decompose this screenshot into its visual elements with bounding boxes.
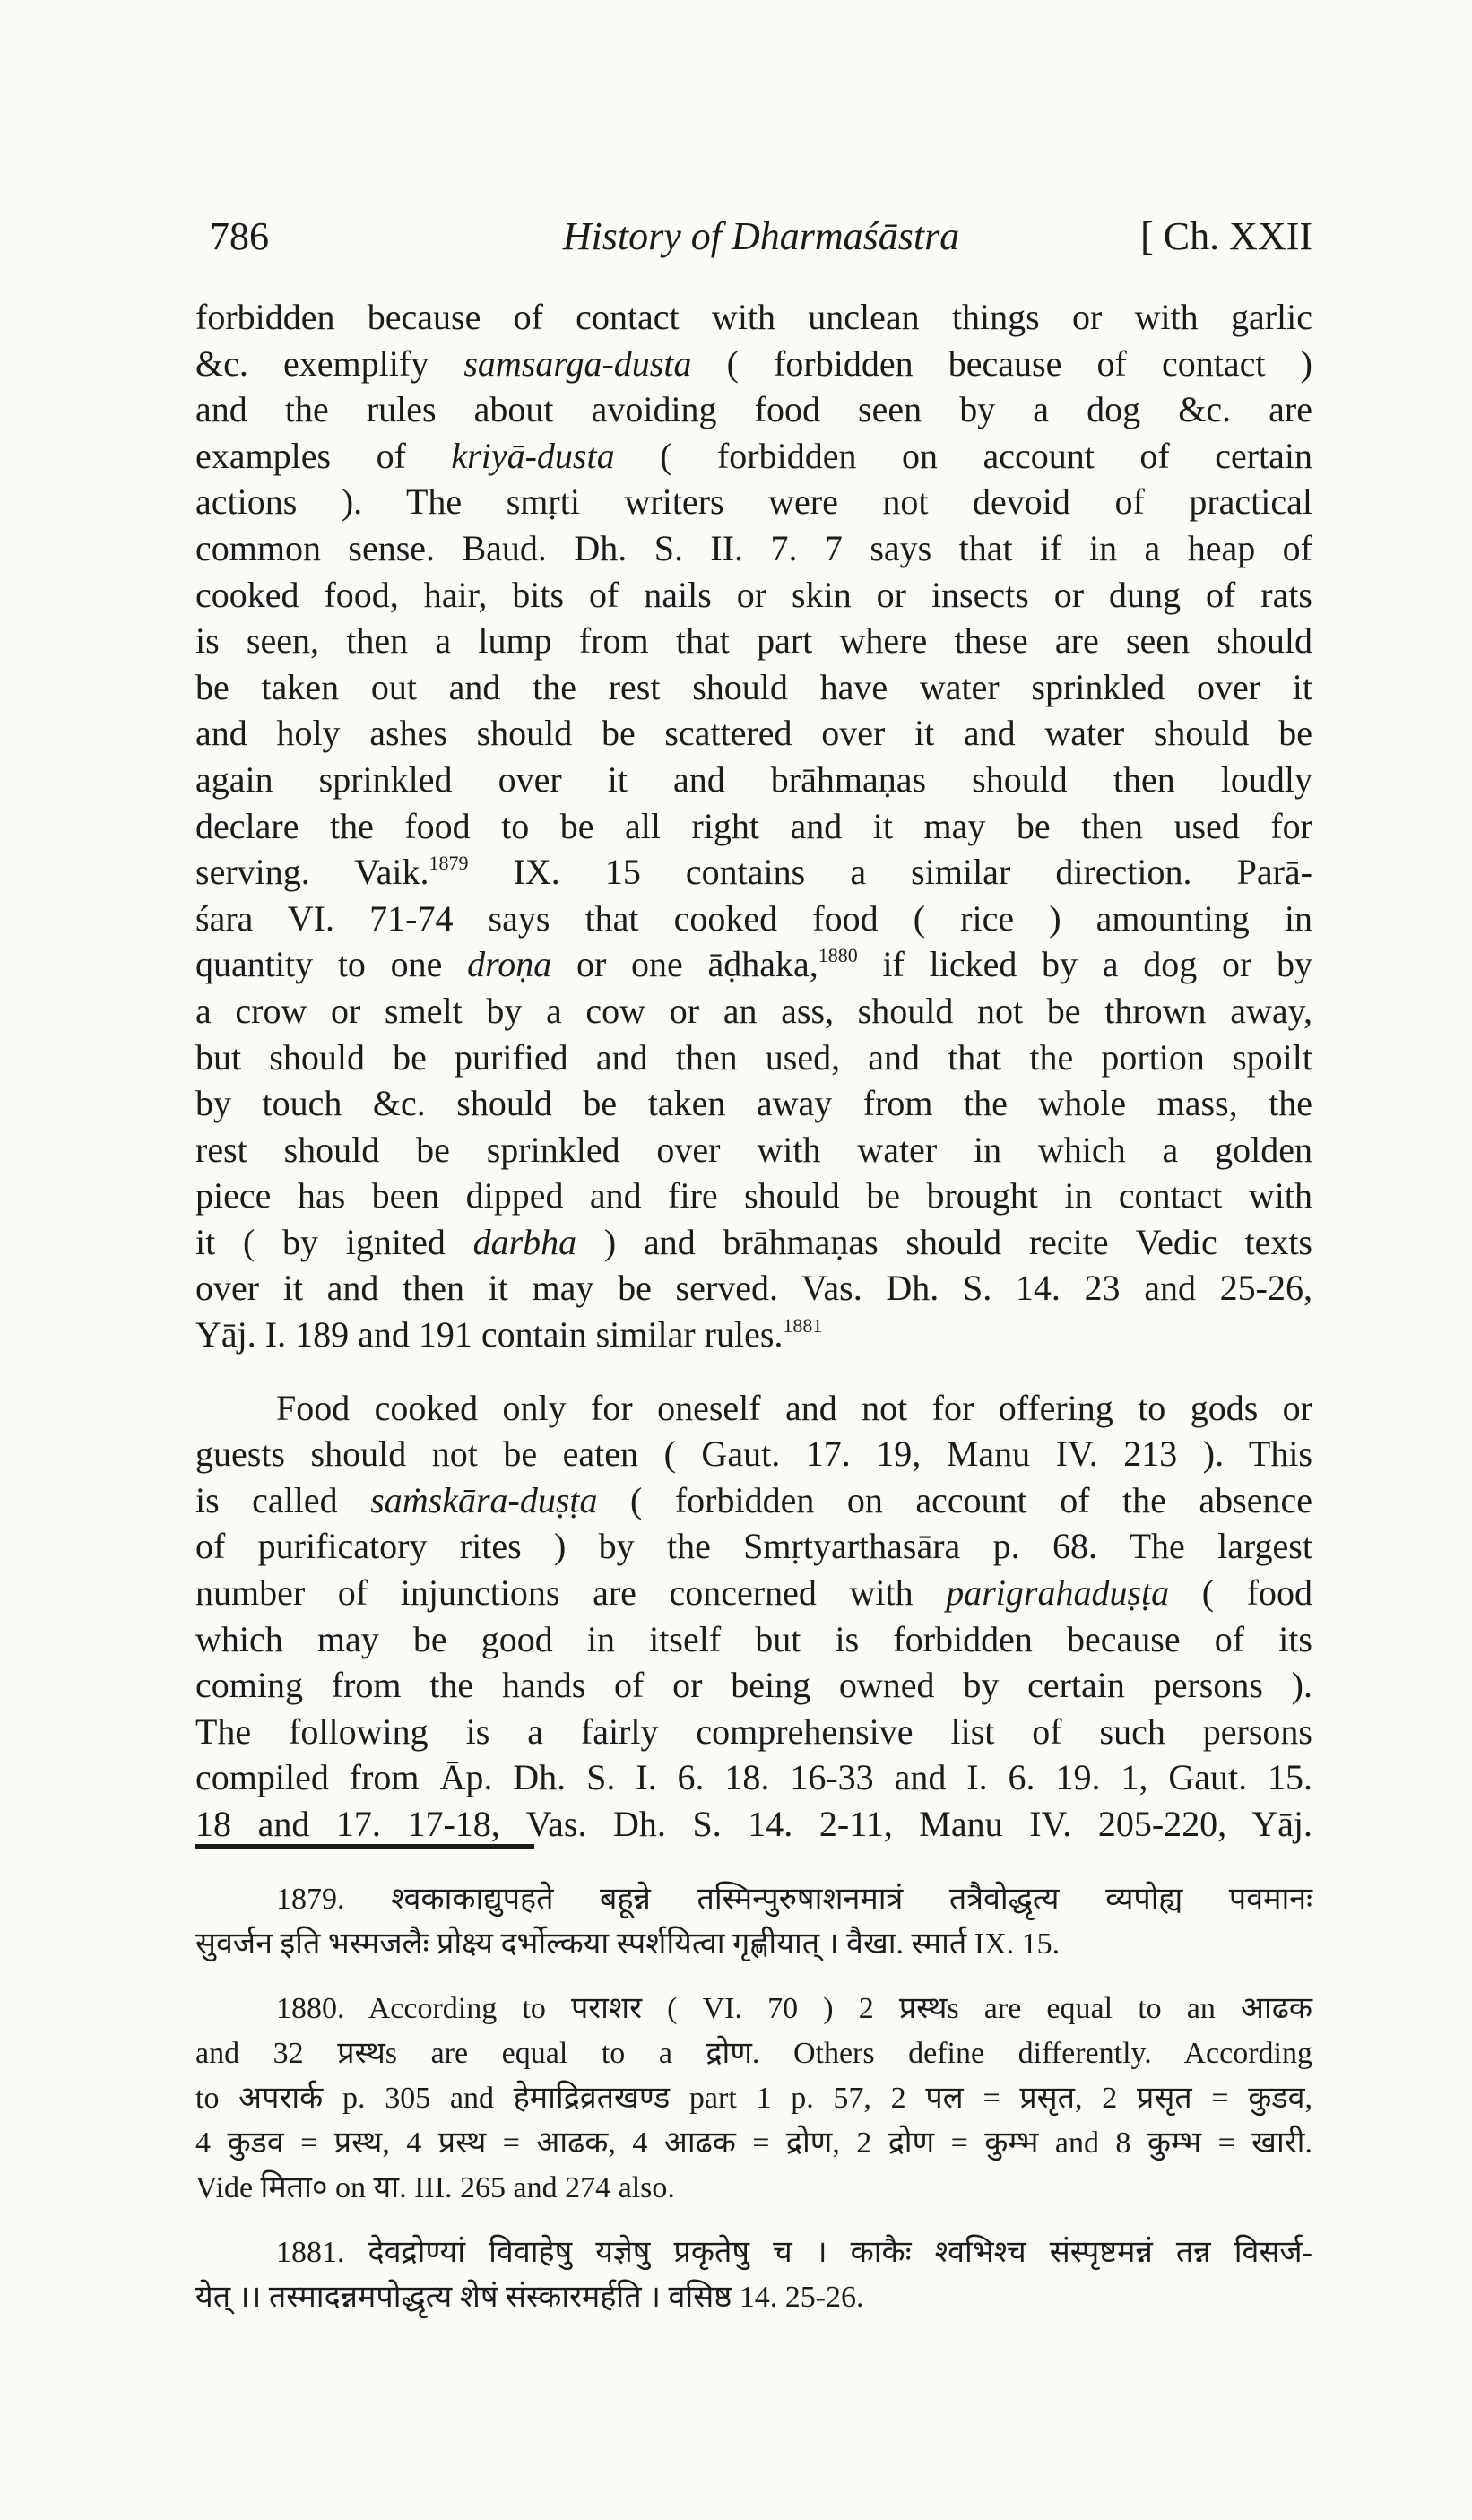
text-line: cooked food, hair, bits of nails or skin or insects or dung of rats [195,574,1312,615]
text-line: &c. exemplify samsarga-dusta ( forbidden because of contact ) [195,342,1312,384]
text-line: be taken out and the rest should have water sprinkled over it [195,666,1312,707]
footnote-line: 1880. According to पराशर ( VI. 70 ) 2 प्रस्थs are equal to an आढक [276,1992,1312,2025]
footnote-divider [195,1844,534,1849]
text-line: is called saṁskāra-duṣṭa ( forbidden on account of the absence [195,1479,1312,1520]
text-line: by touch &c. should be taken away from the whole mass, the [195,1083,1312,1124]
text-line: piece has been dipped and fire should be brought in contact with [195,1175,1312,1217]
footnote-line: 1879. श्वकाकाद्युपहते बहून्ने तस्मिन्पुरुषाशनमात्रं तत्रैवोद्धृत्य व्यपोह्य पवमानः [276,1883,1312,1916]
text-line: is seen, then a lump from that part where these are seen should [195,620,1312,662]
page-number: 786 [210,214,269,258]
chapter-label: [ Ch. XXII [1140,214,1312,258]
footnote-1880 [195,1987,1312,2211]
text-line: 18 and 17. 17-18, Vas. Dh. S. 14. 2-11, Manu IV. 205-220, Yāj. [195,1804,1312,1844]
text-line: declare the food to be all right and it may be then used for [195,805,1312,846]
text-line: Yāj. I. 189 and 191 contain similar rules.$^{1881}$ [195,1314,823,1355]
paragraph [195,294,1312,1358]
text-line: it ( by ignited darbha ) and brāhmaṇas should recite Vedic texts [195,1221,1312,1262]
text-line: coming from the hands of or being owned by certain persons ). [195,1665,1312,1706]
text-line: The following is a fairly comprehensive list of such persons [195,1710,1312,1752]
text-line: number of injunctions are concerned with parigrahaduṣṭa ( food [195,1572,1312,1614]
text-line: and the rules about avoiding food seen by a dog &c. are [195,389,1312,430]
text-line: guests should not be eaten ( Gaut. 17. 19, Manu IV. 213 ). This [195,1433,1312,1475]
text-line: and holy ashes should be scattered over it and water should be [195,713,1312,754]
footnote-line: 4 कुडव = प्रस्थ, 4 प्रस्थ = आढक, 4 आढक = द्रोण, 2 द्रोण = कुम्भ and 8 कुम्भ = खारी. [195,2126,1312,2160]
footnotes [195,1877,1312,2340]
text-line: śara VI. 71-74 says that cooked food ( rice ) amounting in [195,897,1312,939]
text-line: again sprinkled over it and brāhmaṇas should then loudly [195,758,1312,800]
main-text [195,294,1312,1848]
text-line: a crow or smelt by a cow or an ass, should not be thrown away, [195,990,1312,1031]
text-line: actions ). The smṛti writers were not devoid of practical [195,481,1312,523]
text-line: quantity to one droṇa or one āḍhaka,$^{1880}$ if licked by a dog or by [195,944,1312,985]
text-line: of purificatory rites ) by the Smṛtyarthasāra p. 68. The largest [195,1526,1312,1567]
footnote-line: सुवर्जन इति भस्मजलैः प्रोक्ष्य दर्भोल्कया स्पर्शयित्वा गृह्णीयात् । वैखा. स्मार्त IX. 15. [195,1927,1061,1961]
text-line: serving. Vaik.$^{1879}$ IX. 15 contains a similar direction. Parā- [195,852,1312,893]
text-line: rest should be sprinkled over with water in which a golden [195,1129,1312,1170]
footnote-line: Vide मिता० on या. III. 265 and 274 also. [195,2171,675,2204]
text-line: common sense. Baud. Dh. S. II. 7. 7 says that if in a heap of [195,527,1312,568]
text-line: which may be good in itself but is forbidden because of its [195,1618,1312,1659]
footnote-line: and 32 प्रस्थs are equal to a द्रोण. Others define differently. According [195,2037,1312,2070]
text-line: over it and then it may be served. Vas. Dh. S. 14. 23 and 25-26, [195,1268,1312,1309]
text-line: examples of kriyā-dusta ( forbidden on account of certain [195,435,1312,476]
text-line: compiled from Āp. Dh. S. I. 6. 18. 16-33 and I. 6. 19. 1, Gaut. 15. [195,1757,1312,1798]
footnote-line: येत् ।। तस्मादन्नमपोद्धृत्य शेषं संस्कारमर्हति । वसिष्ठ 14. 25-26. [195,2281,864,2314]
footnote-line: 1881. देवद्रोण्यां विवाहेषु यज्ञेषु प्रकृतेषु च । काकैः श्वभिश्च संस्पृष्टमन्नं तन्न विसर्ज- [276,2236,1312,2269]
paragraph [195,1385,1312,1848]
footnote-1881 [195,2230,1312,2320]
text-line: Food cooked only for oneself and not for offering to gods or [276,1387,1312,1428]
footnote-1879 [195,1877,1312,1967]
running-title: History of Dharmaśāstra [562,214,960,258]
text-line: forbidden because of contact with unclean things or with garlic [195,297,1312,337]
footnote-line: to अपरार्क p. 305 and हेमाद्रिव्रतखण्ड part 1 p. 57, 2 पल = प्रसृत, 2 प्रसृत = कुडव, [195,2082,1312,2115]
running-header [210,213,1312,267]
text-line: but should be purified and then used, and that the portion spoilt [195,1036,1312,1078]
